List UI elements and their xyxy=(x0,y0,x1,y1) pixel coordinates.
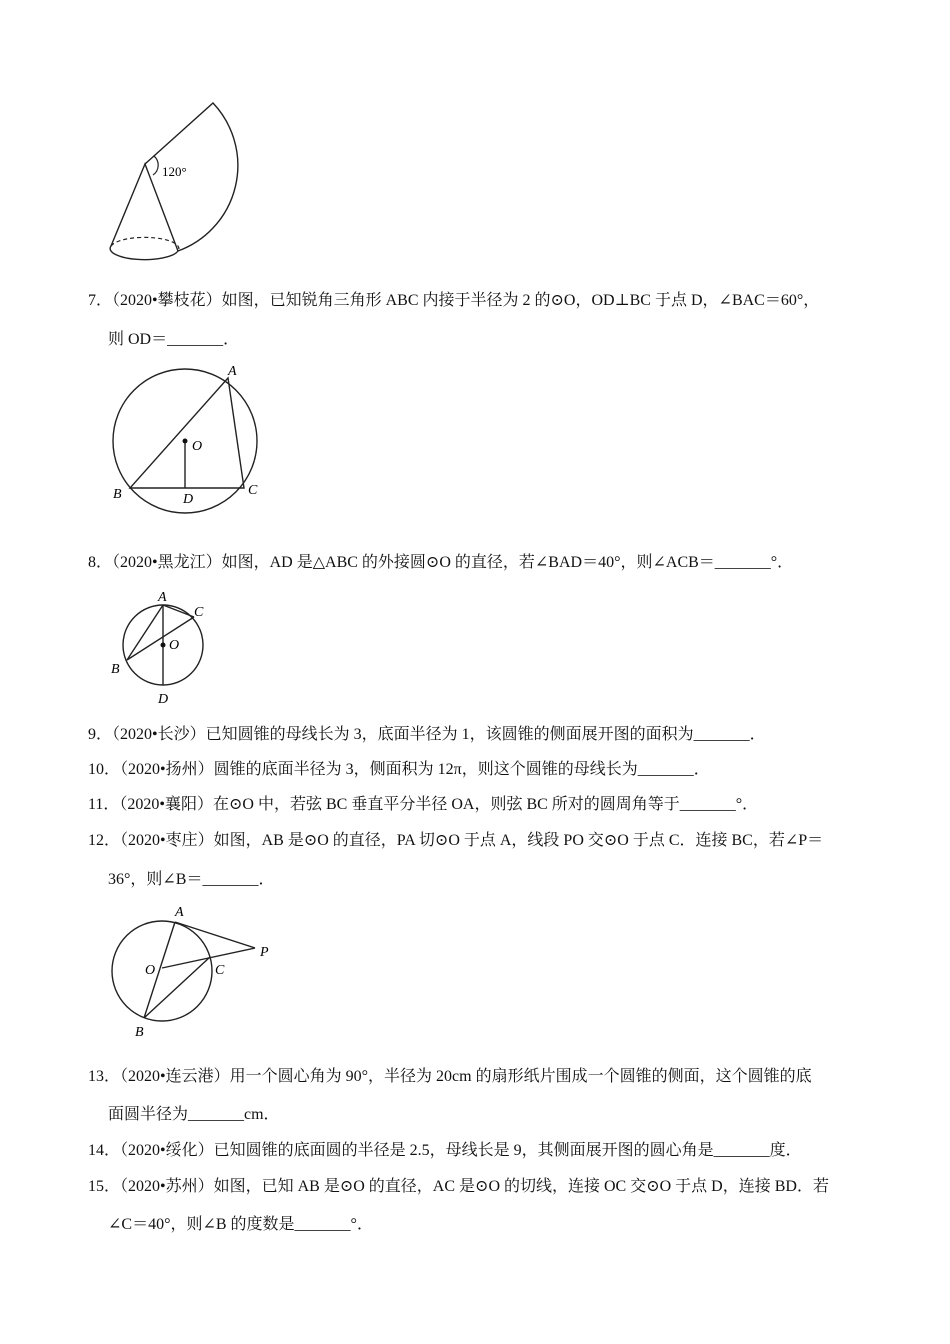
label-b: B xyxy=(113,487,122,502)
label-a: A xyxy=(228,364,237,379)
label-b: B xyxy=(135,1025,144,1040)
question-13-line-1 xyxy=(88,1066,812,1088)
question-text: （2020•枣庄）如图，AB 是⊙O 的直径，PA 切⊙O 于点 A，线段 PO 交⊙O 于点 C．连接 BC，若∠P＝ xyxy=(120,832,824,849)
question-text: （2020•扬州）圆锥的底面半径为 3，侧面积为 12π，则这个圆锥的母线长为_______． xyxy=(120,761,710,778)
question-number: 9． xyxy=(88,726,113,743)
label-o: O xyxy=(169,638,180,653)
question-text: （2020•连云港）用一个圆心角为 90°，半径为 20cm 的扇形纸片围成一个圆锥的侧面，这个圆锥的底 xyxy=(120,1068,812,1085)
question-15-line-2 xyxy=(108,1214,373,1236)
label-c: C xyxy=(215,963,225,978)
question-8-line-1 xyxy=(88,552,793,574)
question-13-line-2 xyxy=(108,1104,280,1126)
circle-diameter-figure-q8 xyxy=(105,585,220,710)
question-number: 14． xyxy=(88,1142,121,1159)
cone-base-front xyxy=(110,246,178,260)
chord-ac xyxy=(163,605,194,617)
cone-base-back xyxy=(111,237,179,251)
question-11-line-1 xyxy=(88,794,758,816)
circle-tangent-figure-q12 xyxy=(105,898,285,1043)
question-text: 面圆半径为_______cm． xyxy=(108,1106,280,1123)
label-o: O xyxy=(145,963,156,978)
label-d: D xyxy=(158,692,169,707)
question-text: （2020•长沙）已知圆锥的母线长为 3，底面半径为 1，该圆锥的侧面展开图的面积为_______． xyxy=(112,726,766,743)
question-text: （2020•绥化）已知圆锥的底面圆的半径是 2.5，母线长是 9，其侧面展开图的圆心角是_______度． xyxy=(120,1142,802,1159)
question-14-line-1 xyxy=(88,1140,802,1162)
question-number: 12． xyxy=(88,832,121,849)
question-7-line-1 xyxy=(88,290,819,312)
label-o: O xyxy=(192,439,203,454)
chord-bc xyxy=(127,617,194,660)
question-text: （2020•攀枝花）如图，已知锐角三角形 ABC 内接于半径为 2 的⊙O，OD⊥BC 于点 D，∠BAC＝60°， xyxy=(112,292,820,309)
question-15-line-1 xyxy=(88,1176,829,1198)
angle-label: 120° xyxy=(162,164,187,179)
question-text: 36°，则∠B＝_______． xyxy=(108,871,275,888)
label-c: C xyxy=(248,483,258,498)
angle-arc xyxy=(153,156,158,175)
question-number: 11． xyxy=(88,796,120,813)
question-10-line-1 xyxy=(88,759,710,781)
question-text: （2020•苏州）如图，已知 AB 是⊙O 的直径，AC 是⊙O 的切线，连接 OC 交⊙O 于点 D，连接 BD．若 xyxy=(120,1178,829,1195)
question-number: 7． xyxy=(88,292,113,309)
chord-ab xyxy=(127,605,163,660)
label-c: C xyxy=(194,605,204,620)
question-number: 8． xyxy=(88,554,113,571)
label-a: A xyxy=(158,590,167,605)
label-d: D xyxy=(183,492,194,507)
label-b: B xyxy=(111,662,120,677)
triangle-abc xyxy=(130,378,244,488)
label-a: A xyxy=(175,905,184,920)
center-dot xyxy=(183,439,188,444)
question-number: 15． xyxy=(88,1178,121,1195)
label-p: P xyxy=(260,945,269,960)
cone-sector-figure xyxy=(100,95,250,270)
circle-triangle-figure-q7 xyxy=(105,358,270,518)
question-text: ∠C＝40°，则∠B 的度数是_______°． xyxy=(108,1216,373,1233)
question-12-line-2 xyxy=(108,869,274,891)
tangent-pa xyxy=(175,922,255,948)
question-text: （2020•黑龙江）如图，AD 是△ABC 的外接圆⊙O 的直径，若∠BAD＝40°，则∠ACB＝_______°． xyxy=(112,554,794,571)
question-text: （2020•襄阳）在⊙O 中，若弦 BC 垂直平分半径 OA，则弦 BC 所对的圆周角等于_______°． xyxy=(119,796,759,813)
question-number: 13． xyxy=(88,1068,121,1085)
question-9-line-1 xyxy=(88,724,766,746)
question-12-line-1 xyxy=(88,830,823,852)
question-7-line-2 xyxy=(108,329,239,351)
question-number: 10． xyxy=(88,761,121,778)
sector-shape xyxy=(145,103,238,251)
center-dot xyxy=(161,643,166,648)
question-text: 则 OD＝_______． xyxy=(108,331,240,348)
circle-o xyxy=(112,921,212,1021)
